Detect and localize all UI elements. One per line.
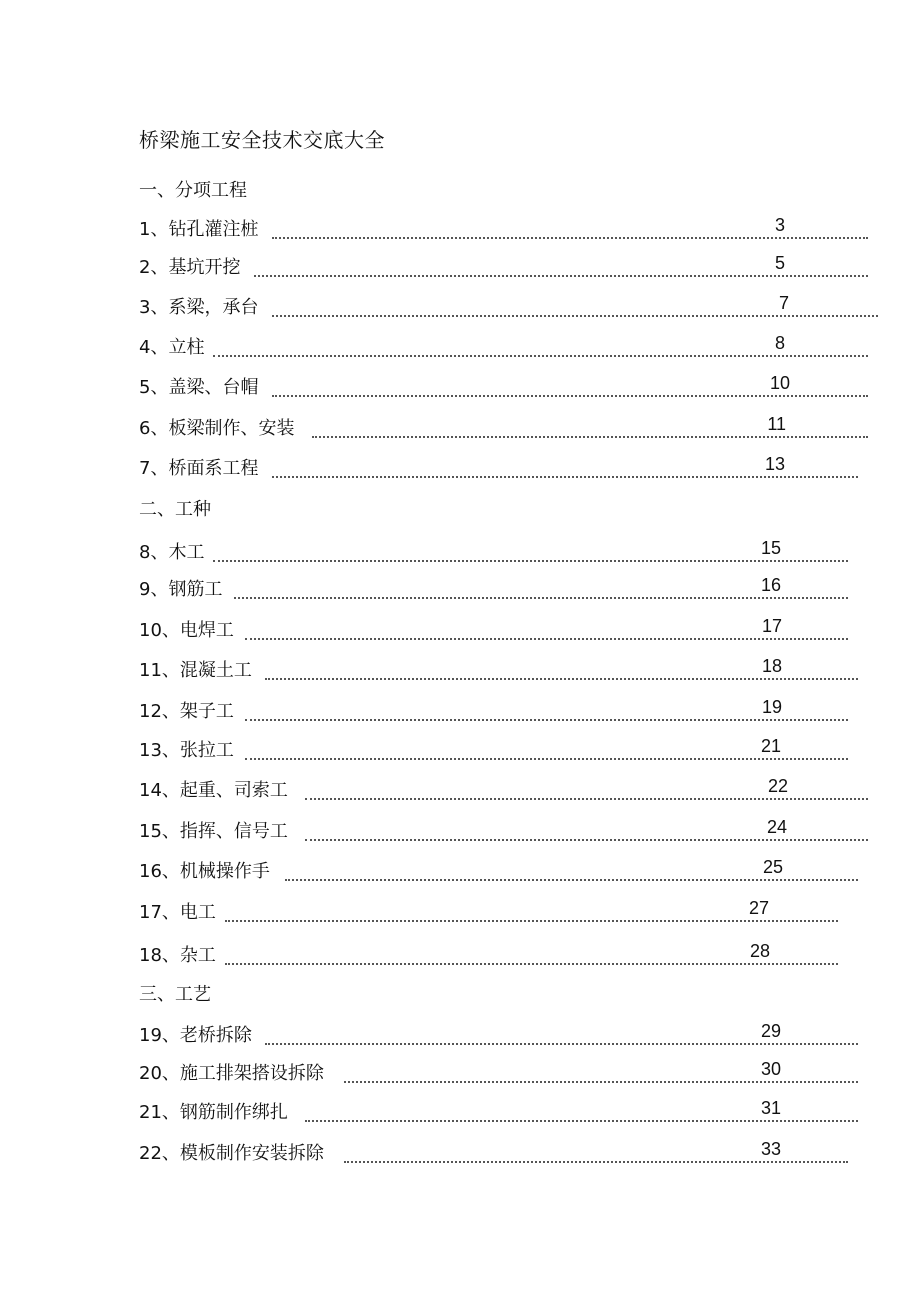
toc-entry-page: 29 <box>760 1021 781 1041</box>
toc-entry-page: 25 <box>762 857 783 877</box>
toc-entry-page: 22 <box>767 776 788 796</box>
toc-entry-label: 14、起重、司索工 <box>139 780 288 801</box>
toc-entry-page: 5 <box>774 253 785 273</box>
toc-entry-label: 4、立柱 <box>139 337 205 358</box>
toc-entry-page: 8 <box>774 333 785 353</box>
toc-entry-page: 33 <box>760 1139 781 1159</box>
toc-entry-page: 15 <box>760 538 781 558</box>
toc-entry-page: 16 <box>760 575 781 595</box>
toc-entry-page: 21 <box>760 736 781 756</box>
toc-entry-label: 18、杂工 <box>139 945 216 966</box>
section-heading: 三、工艺 <box>139 984 211 1005</box>
toc-entry-label: 7、桥面系工程 <box>139 458 259 479</box>
section-heading: 二、工种 <box>139 499 211 520</box>
toc-entry-label: 1、钻孔灌注桩 <box>139 219 259 240</box>
toc-entry-page: 27 <box>748 898 769 918</box>
toc-entry-label: 15、指挥、信号工 <box>139 821 288 842</box>
toc-entry-page: 24 <box>766 817 787 837</box>
toc-entry-page: 3 <box>774 215 785 235</box>
toc-entry-label: 2、基坑开挖 <box>139 257 241 278</box>
toc-entry-page: 13 <box>764 454 785 474</box>
toc-entry-label: 11、混凝土工 <box>139 660 252 681</box>
toc-entry-page: 17 <box>761 616 782 636</box>
toc-entry-page: 11 <box>767 414 786 434</box>
toc-entry-label: 21、钢筋制作绑扎 <box>139 1102 288 1123</box>
toc-entry-page: 7 <box>778 293 789 313</box>
toc-entry-label: 16、机械操作手 <box>139 861 270 882</box>
toc-entry-label: 6、板梁制作、安装 <box>139 418 295 439</box>
toc-entry-page: 31 <box>760 1098 781 1118</box>
toc-entry-label: 22、模板制作安装拆除 <box>139 1143 324 1164</box>
toc-entry-label: 10、电焊工 <box>139 620 234 641</box>
document-title: 桥梁施工安全技术交底大全 <box>139 128 385 152</box>
toc-entry-label: 12、架子工 <box>139 701 234 722</box>
toc-entry-label: 19、老桥拆除 <box>139 1025 252 1046</box>
toc-entry-label: 17、电工 <box>139 902 216 923</box>
toc-entry-page: 10 <box>769 373 790 393</box>
toc-entry-label: 13、张拉工 <box>139 740 234 761</box>
toc-entry-page: 30 <box>760 1059 781 1079</box>
toc-entry-label: 8、木工 <box>139 542 205 563</box>
toc-entry-label: 9、钢筋工 <box>139 579 223 600</box>
toc-entry-label: 5、盖梁、台帽 <box>139 377 259 398</box>
toc-entry-label: 3、系梁，承台 <box>139 297 259 318</box>
toc-entry-page: 18 <box>761 656 782 676</box>
section-heading: 一、分项工程 <box>139 180 247 201</box>
toc-entry-label: 20、施工排架搭设拆除 <box>139 1063 324 1084</box>
toc-entry-page: 28 <box>749 941 770 961</box>
toc-entry-page: 19 <box>761 697 782 717</box>
